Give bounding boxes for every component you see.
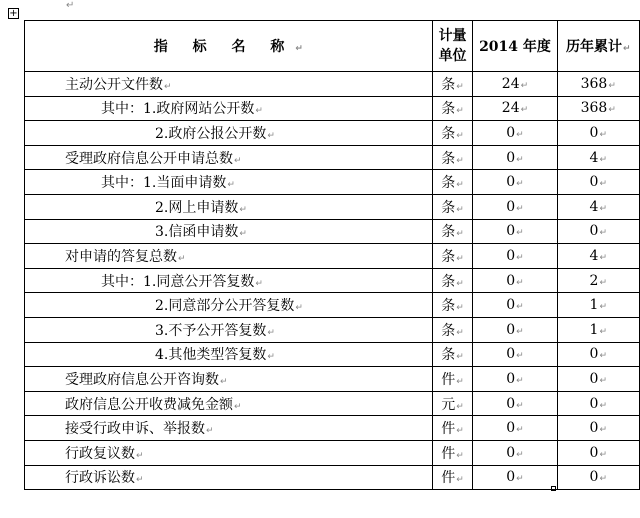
- row-unit-cell: 条↵: [432, 244, 473, 269]
- statistics-table: [24, 20, 640, 490]
- paragraph-mark-icon: ↵: [599, 400, 607, 411]
- paragraph-mark-icon: ↵: [599, 129, 607, 140]
- row-year-cell: 0↵: [473, 268, 557, 293]
- paragraph-mark-icon: ↵: [66, 0, 75, 11]
- table-row: [25, 72, 640, 97]
- paragraph-mark-icon: ↵: [516, 425, 524, 436]
- table-row: [25, 121, 640, 146]
- row-unit-cell: 元↵: [432, 391, 473, 416]
- row-total-cell: 0↵: [557, 367, 640, 392]
- row-total-cell: 0↵: [557, 342, 640, 367]
- paragraph-mark-icon: ↵: [516, 449, 524, 460]
- row-name-cell: 受理政府信息公开咨询数↵: [25, 367, 433, 392]
- row-year-cell: 0↵: [473, 440, 557, 465]
- row-year-cell: 0↵: [473, 367, 557, 392]
- row-year-cell: 0↵: [473, 121, 557, 146]
- paragraph-mark-icon: ↵: [608, 105, 616, 116]
- paragraph-mark-icon: ↵: [178, 253, 186, 264]
- row-name-cell: 3.不予公开答复数↵: [25, 317, 433, 342]
- header-name: 指 标 名 称↵: [25, 21, 433, 72]
- header-total: 历年累计↵: [557, 21, 640, 72]
- paragraph-mark-icon: ↵: [608, 80, 616, 91]
- table-row: [25, 465, 640, 490]
- row-name-cell: 3.信函申请数↵: [25, 219, 433, 244]
- table-row: [25, 194, 640, 219]
- row-year-cell: 0↵: [473, 416, 557, 441]
- paragraph-mark-icon: ↵: [599, 375, 607, 386]
- paragraph-mark-icon: ↵: [516, 326, 524, 337]
- row-unit-cell: 件↵: [432, 440, 473, 465]
- row-year-cell: 24↵: [473, 72, 557, 97]
- paragraph-mark-icon: ↵: [516, 351, 524, 362]
- row-total-cell: 4↵: [557, 145, 640, 170]
- paragraph-mark-icon: ↵: [599, 302, 607, 313]
- paragraph-mark-icon: ↵: [239, 204, 247, 215]
- paragraph-mark-icon: ↵: [599, 154, 607, 165]
- paragraph-mark-icon: ↵: [456, 278, 464, 289]
- row-unit-cell: 件↵: [432, 416, 473, 441]
- paragraph-mark-icon: ↵: [599, 425, 607, 436]
- paragraph-mark-icon: ↵: [295, 303, 303, 314]
- paragraph-mark-icon: ↵: [227, 180, 235, 191]
- table-row: [25, 244, 640, 269]
- paragraph-mark-icon: ↵: [136, 475, 144, 486]
- row-year-cell: 0↵: [473, 465, 557, 490]
- paragraph-mark-icon: ↵: [516, 252, 524, 263]
- row-total-cell: 368↵: [557, 96, 640, 121]
- table-row: [25, 317, 640, 342]
- row-name-cell: 2.同意部分公开答复数↵: [25, 293, 433, 318]
- row-year-cell: 0↵: [473, 342, 557, 367]
- table-resize-handle-icon[interactable]: [551, 486, 556, 491]
- paragraph-mark-icon: ↵: [456, 81, 464, 92]
- paragraph-mark-icon: ↵: [516, 474, 524, 485]
- row-unit-cell: 条↵: [432, 121, 473, 146]
- paragraph-mark-icon: ↵: [516, 228, 524, 239]
- header-year: 2014 年度: [473, 21, 557, 72]
- table-move-handle-icon[interactable]: +: [9, 8, 18, 19]
- row-year-cell: 0↵: [473, 219, 557, 244]
- row-unit-cell: 条↵: [432, 170, 473, 195]
- paragraph-mark-icon: ↵: [456, 450, 464, 461]
- paragraph-mark-icon: ↵: [267, 352, 275, 363]
- row-year-cell: 0↵: [473, 391, 557, 416]
- paragraph-mark-icon: ↵: [599, 203, 607, 214]
- row-name-cell: 4.其他类型答复数↵: [25, 342, 433, 367]
- row-total-cell: 1↵: [557, 293, 640, 318]
- row-name-cell: 行政诉讼数↵: [25, 465, 433, 490]
- paragraph-mark-icon: ↵: [599, 228, 607, 239]
- row-unit-cell: 件↵: [432, 465, 473, 490]
- header-row: [25, 21, 640, 72]
- paragraph-mark-icon: ↵: [520, 105, 529, 116]
- paragraph-mark-icon: ↵: [456, 303, 464, 314]
- row-unit-cell: 条↵: [432, 293, 473, 318]
- row-year-cell: 0↵: [473, 293, 557, 318]
- row-name-cell: 主动公开文件数↵: [25, 72, 433, 97]
- table-row: [25, 367, 640, 392]
- paragraph-mark-icon: ↵: [456, 180, 464, 191]
- table-row: [25, 219, 640, 244]
- row-name-cell: 其中：1.政府网站公开数↵: [25, 96, 433, 121]
- paragraph-mark-icon: ↵: [456, 327, 464, 338]
- paragraph-mark-icon: ↵: [599, 449, 607, 460]
- row-total-cell: 1↵: [557, 317, 640, 342]
- row-year-cell: 0↵: [473, 170, 557, 195]
- paragraph-mark-icon: ↵: [456, 376, 464, 387]
- paragraph-mark-icon: ↵: [456, 352, 464, 363]
- paragraph-mark-icon: ↵: [599, 179, 607, 190]
- row-total-cell: 0↵: [557, 391, 640, 416]
- paragraph-mark-icon: ↵: [520, 80, 529, 91]
- row-year-cell: 0↵: [473, 145, 557, 170]
- paragraph-mark-icon: ↵: [599, 326, 607, 337]
- paragraph-mark-icon: ↵: [516, 203, 524, 214]
- table-row: [25, 440, 640, 465]
- row-year-cell: 0↵: [473, 244, 557, 269]
- row-total-cell: 4↵: [557, 194, 640, 219]
- row-total-cell: 0↵: [557, 219, 640, 244]
- paragraph-mark-icon: ↵: [599, 351, 607, 362]
- row-total-cell: 0↵: [557, 121, 640, 146]
- paragraph-mark-icon: ↵: [599, 474, 607, 485]
- table-row: [25, 96, 640, 121]
- row-unit-cell: 条↵: [432, 72, 473, 97]
- table-row: [25, 268, 640, 293]
- row-total-cell: 368↵: [557, 72, 640, 97]
- paragraph-mark-icon: ↵: [255, 278, 263, 289]
- paragraph-mark-icon: ↵: [206, 426, 214, 437]
- row-name-cell: 2.政府公报公开数↵: [25, 121, 433, 146]
- row-year-cell: 0↵: [473, 194, 557, 219]
- paragraph-mark-icon: ↵: [516, 277, 524, 288]
- row-unit-cell: 条↵: [432, 219, 473, 244]
- paragraph-mark-icon: ↵: [267, 130, 275, 141]
- row-total-cell: 0↵: [557, 170, 640, 195]
- paragraph-mark-icon: ↵: [456, 475, 464, 486]
- row-total-cell: 0↵: [557, 465, 640, 490]
- row-name-cell: 其中：1.当面申请数↵: [25, 170, 433, 195]
- paragraph-mark-icon: ↵: [220, 376, 228, 387]
- paragraph-mark-icon: ↵: [599, 277, 607, 288]
- row-total-cell: 4↵: [557, 244, 640, 269]
- paragraph-mark-icon: ↵: [164, 81, 172, 92]
- paragraph-mark-icon: ↵: [456, 401, 464, 412]
- table-row: [25, 293, 640, 318]
- table-row: [25, 416, 640, 441]
- table-row: [25, 170, 640, 195]
- row-unit-cell: 条↵: [432, 96, 473, 121]
- row-unit-cell: 条↵: [432, 145, 473, 170]
- row-year-cell: 24↵: [473, 96, 557, 121]
- table-row: [25, 342, 640, 367]
- row-unit-cell: 条↵: [432, 317, 473, 342]
- paragraph-mark-icon: ↵: [516, 302, 524, 313]
- row-unit-cell: 条↵: [432, 194, 473, 219]
- paragraph-mark-icon: ↵: [456, 204, 464, 215]
- paragraph-mark-icon: ↵: [516, 375, 524, 386]
- paragraph-mark-icon: ↵: [234, 155, 242, 166]
- row-total-cell: 0↵: [557, 440, 640, 465]
- row-total-cell: 2↵: [557, 268, 640, 293]
- row-name-cell: 政府信息公开收费减免金额↵: [25, 391, 433, 416]
- row-unit-cell: 件↵: [432, 367, 473, 392]
- row-total-cell: 0↵: [557, 416, 640, 441]
- paragraph-mark-icon: ↵: [516, 400, 524, 411]
- table-row: [25, 145, 640, 170]
- paragraph-mark-icon: ↵: [239, 229, 247, 240]
- paragraph-mark-icon: ↵: [234, 401, 242, 412]
- paragraph-mark-icon: ↵: [516, 129, 524, 140]
- paragraph-mark-icon: ↵: [267, 327, 275, 338]
- row-name-cell: 2.网上申请数↵: [25, 194, 433, 219]
- paragraph-mark-icon: ↵: [516, 179, 524, 190]
- paragraph-mark-icon: ↵: [516, 154, 524, 165]
- row-unit-cell: 条↵: [432, 268, 473, 293]
- row-name-cell: 其中：1.同意公开答复数↵: [25, 268, 433, 293]
- row-name-cell: 接受行政申诉、举报数↵: [25, 416, 433, 441]
- paragraph-mark-icon: ↵: [136, 450, 144, 461]
- header-unit: 计量 单位: [432, 21, 473, 72]
- row-name-cell: 对申请的答复总数↵: [25, 244, 433, 269]
- paragraph-mark-icon: ↵: [599, 252, 607, 263]
- paragraph-mark-icon: ↵: [456, 130, 464, 141]
- row-unit-cell: 条↵: [432, 342, 473, 367]
- paragraph-mark-icon: ↵: [255, 106, 263, 117]
- paragraph-mark-icon: ↵: [456, 155, 464, 166]
- table-row: [25, 391, 640, 416]
- paragraph-mark-icon: ↵: [456, 426, 464, 437]
- paragraph-mark-icon: ↵: [456, 229, 464, 240]
- paragraph-mark-icon: ↵: [456, 106, 464, 117]
- row-year-cell: 0↵: [473, 317, 557, 342]
- row-name-cell: 行政复议数↵: [25, 440, 433, 465]
- row-name-cell: 受理政府信息公开申请总数↵: [25, 145, 433, 170]
- paragraph-mark-icon: ↵: [456, 253, 464, 264]
